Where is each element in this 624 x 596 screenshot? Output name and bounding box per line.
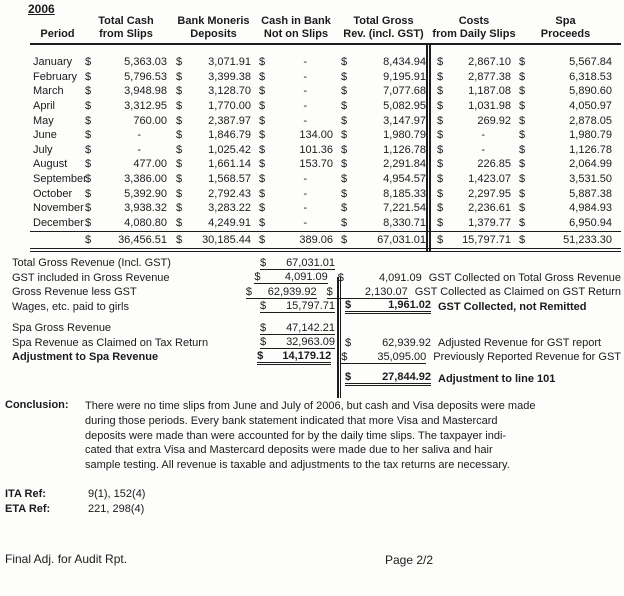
dollar-sign: $ (259, 85, 266, 98)
dollar-sign: $ (437, 114, 444, 127)
table-row (30, 172, 621, 187)
dollar-sign: $ (176, 216, 183, 229)
total-cash-slips: $ 36,456.51 (85, 234, 167, 247)
cash-slips-cell: $ 3,948.98 (85, 85, 167, 98)
dollar-sign: $ (437, 129, 444, 142)
table-row (30, 186, 621, 201)
dollar-sign: $ (519, 114, 526, 127)
dollar-sign: $ (341, 202, 348, 215)
table-row (30, 99, 621, 114)
dollar-sign: $ (85, 70, 92, 83)
bank-moneris-cell: $ 4,249.91 (176, 216, 251, 229)
dollar-sign: $ (85, 100, 92, 113)
summary-row: Gross Revenue less GST $ 62,939.92 $ 2,130.07 GST Collected as Claimed on GST Return (12, 285, 621, 299)
cash-in-bank-cell: $ - (259, 85, 307, 98)
costs-cell: $ 269.92 (437, 114, 511, 127)
costs-cell: $ 1,379.77 (437, 216, 511, 229)
dollar-sign: $ (519, 100, 526, 113)
dollar-sign: $ (259, 187, 266, 200)
dollar-sign: $ (259, 173, 266, 186)
cash-slips-cell: $ 3,386.00 (85, 173, 167, 186)
summary-row: Total Gross Revenue (Incl. GST) $ 67,031.01 (12, 256, 335, 270)
total-gross-cell: $ 7,077.68 (341, 85, 426, 98)
dollar-sign: $ (85, 234, 92, 247)
amount-cell: $ 27,844.92 (345, 371, 431, 386)
dollar-sign: $ (519, 56, 526, 69)
header-total-gross-rev: Total Gross Rev. (incl. GST) (343, 15, 424, 40)
dollar-sign: $ (341, 187, 348, 200)
dollar-sign: $ (519, 202, 526, 215)
summary-row: Adjustment to Spa Revenue $ 14,179.12 $ 35,095.00 Previously Reported Revenue for GST (12, 349, 621, 364)
dollar-sign: $ (437, 234, 444, 247)
spa-proceeds-cell: $ 4,050.97 (519, 100, 612, 113)
period-cell: January (33, 56, 73, 69)
cash-in-bank-cell: $ 101.36 (259, 143, 333, 156)
summary-row: GST included in Gross Revenue $ 4,091.09 $ 4,091.09 GST Collected on Total Gross Revenue (12, 271, 621, 284)
amount-cell: $ 35,095.00 (341, 350, 427, 363)
spa-proceeds-cell: $ 5,890.60 (519, 85, 612, 98)
bank-moneris-cell: $ 1,846.79 (176, 129, 251, 142)
spa-proceeds-cell: $ 1,126.78 (519, 143, 612, 156)
dollar-sign: $ (519, 187, 526, 200)
table-total-row (30, 231, 621, 252)
column-divider-line (426, 45, 431, 252)
cash-in-bank-cell: $ 153.70 (259, 158, 333, 171)
footer-note: Final Adj. for Audit Rpt. (5, 552, 128, 566)
costs-cell: $ 2,297.95 (437, 187, 511, 200)
total-gross-cell: $ 5,082.95 (341, 100, 426, 113)
spa-proceeds-cell: $ 1,980.79 (519, 129, 612, 142)
summary-row: Wages, etc. paid to girls $ 15,797.71 $ 1,961.02 GST Collected, not Remitted (12, 299, 587, 313)
cash-in-bank-cell: $ - (259, 100, 307, 113)
page-number: Page 2/2 (385, 553, 434, 567)
dollar-sign: $ (437, 85, 444, 98)
dollar-sign: $ (519, 129, 526, 142)
cash-slips-cell: $ 477.00 (85, 158, 167, 171)
dollar-sign: $ (85, 202, 92, 215)
dollar-sign: $ (437, 216, 444, 229)
header-spa-proceeds: Spa Proceeds (540, 15, 591, 40)
dollar-sign: $ (519, 173, 526, 186)
bank-moneris-cell: $ 1,025.42 (176, 143, 251, 156)
dollar-sign: $ (176, 158, 183, 171)
eta-ref-row: ETA Ref: 221, 298(4) (5, 502, 145, 515)
dollar-sign: $ (326, 285, 333, 298)
amount-cell: $ 62,939.92 (345, 336, 431, 349)
dollar-sign: $ (437, 143, 444, 156)
table-row (30, 128, 621, 143)
dollar-sign: $ (176, 202, 183, 215)
total-bank-moneris: $ 30,185.44 (176, 234, 251, 247)
dollar-sign: $ (341, 234, 348, 247)
costs-cell: $ 226.85 (437, 158, 511, 171)
cash-slips-cell: $ - (85, 143, 141, 156)
costs-cell: $ 2,867.10 (437, 56, 511, 69)
dollar-sign: $ (519, 70, 526, 83)
dollar-sign: $ (341, 158, 348, 171)
cash-in-bank-cell: $ - (259, 114, 307, 127)
header-cash-in-bank: Cash in Bank Not on Slips (261, 15, 331, 40)
dollar-sign: $ (176, 114, 183, 127)
period-cell: March (33, 85, 64, 98)
cash-slips-cell: $ 4,080.80 (85, 216, 167, 229)
summary-section (5, 256, 621, 386)
amount-cell: $ 4,091.09 (254, 271, 328, 284)
dollar-sign: $ (519, 234, 526, 247)
table-row (30, 216, 621, 231)
table-row (30, 70, 621, 85)
header-bank-moneris: Bank Moneris Deposits (177, 15, 250, 40)
total-gross-cell: $ 1,980.79 (341, 129, 426, 142)
spacer (5, 365, 621, 372)
amount-cell: $ 1,961.02 (345, 299, 431, 314)
table-row (30, 201, 621, 216)
amount-cell: $ 62,939.92 (245, 285, 317, 298)
costs-cell: $ - (437, 129, 485, 142)
dollar-sign: $ (437, 187, 444, 200)
dollar-sign: $ (519, 143, 526, 156)
header-total-cash: Total Cash from Slips (98, 15, 154, 40)
cash-in-bank-cell: $ - (259, 70, 307, 83)
dollar-sign: $ (260, 321, 267, 334)
dollar-sign: $ (85, 129, 92, 142)
total-cash-in-bank: $ 389.06 (259, 234, 333, 247)
dollar-sign: $ (176, 70, 183, 83)
spa-proceeds-cell: $ 4,984.93 (519, 202, 612, 215)
dollar-sign: $ (259, 234, 266, 247)
spa-proceeds-cell: $ 2,064.99 (519, 158, 612, 171)
costs-cell: $ 2,877.38 (437, 70, 511, 83)
header-period: Period (40, 28, 75, 40)
dollar-sign: $ (85, 85, 92, 98)
dollar-sign: $ (341, 114, 348, 127)
bank-moneris-cell: $ 1,661.14 (176, 158, 251, 171)
total-gross-cell: $ 8,434.94 (341, 56, 426, 69)
dollar-sign: $ (519, 216, 526, 229)
costs-cell: $ 2,236.61 (437, 202, 511, 215)
table-header-row (30, 15, 621, 45)
amount-cell: $ 47,142.21 (260, 321, 335, 334)
dollar-sign: $ (259, 56, 266, 69)
bank-moneris-cell: $ 1,770.00 (176, 100, 251, 113)
cash-slips-cell: $ - (85, 129, 141, 142)
header-costs: Costs from Daily Slips (432, 15, 516, 40)
cash-in-bank-cell: $ - (259, 173, 307, 186)
dollar-sign: $ (341, 350, 348, 363)
dollar-sign: $ (259, 158, 266, 171)
cash-in-bank-cell: $ - (259, 202, 307, 215)
conclusion-section (5, 399, 585, 473)
period-cell: April (33, 100, 56, 113)
period-cell: October (33, 187, 73, 200)
cash-slips-cell: $ 760.00 (85, 114, 167, 127)
dollar-sign: $ (437, 70, 444, 83)
table-body (30, 45, 621, 230)
dollar-sign: $ (341, 56, 348, 69)
dollar-sign: $ (519, 158, 526, 171)
table-row (30, 157, 621, 172)
dollar-sign: $ (341, 216, 348, 229)
bank-moneris-cell: $ 1,568.57 (176, 173, 251, 186)
costs-cell: $ - (437, 143, 485, 156)
statute-references (5, 486, 145, 516)
dollar-sign: $ (341, 143, 348, 156)
cash-in-bank-cell: $ - (259, 216, 307, 229)
dollar-sign: $ (337, 271, 344, 284)
cash-slips-cell: $ 5,392.90 (85, 187, 167, 200)
summary-row: Spa Revenue as Claimed on Tax Return $ 32,963.09 $ 62,939.92 Adjusted Revenue for GST report (12, 336, 602, 349)
amount-cell: $ 15,797.71 (260, 300, 335, 313)
page-title: 2006 (28, 2, 55, 16)
dollar-sign: $ (341, 100, 348, 113)
bank-moneris-cell: $ 3,128.70 (176, 85, 251, 98)
spa-proceeds-cell: $ 5,567.84 (519, 56, 612, 69)
total-gross-cell: $ 8,185.33 (341, 187, 426, 200)
dollar-sign: $ (176, 173, 183, 186)
bank-moneris-cell: $ 3,399.38 (176, 70, 251, 83)
costs-cell: $ 1,187.08 (437, 85, 511, 98)
dollar-sign: $ (85, 143, 92, 156)
dollar-sign: $ (345, 299, 352, 312)
amount-cell: $ 14,179.12 (257, 350, 331, 365)
spa-proceeds-cell: $ 5,887.38 (519, 187, 612, 200)
spa-proceeds-cell: $ 2,878.05 (519, 114, 612, 127)
dollar-sign: $ (176, 85, 183, 98)
dollar-sign: $ (259, 100, 266, 113)
costs-cell: $ 1,423.07 (437, 173, 511, 186)
total-spa-proceeds: $ 51,233.30 (519, 234, 612, 247)
period-cell: September (33, 173, 87, 186)
period-cell: May (33, 114, 54, 127)
spa-proceeds-cell: $ 3,531.50 (519, 173, 612, 186)
dollar-sign: $ (85, 173, 92, 186)
dollar-sign: $ (176, 100, 183, 113)
dollar-sign: $ (259, 70, 266, 83)
dollar-sign: $ (260, 256, 267, 269)
ita-ref-row: ITA Ref: 9(1), 152(4) (5, 487, 146, 500)
conclusion-label: Conclusion: (5, 399, 69, 411)
total-gross-cell: $ 3,147.97 (341, 114, 426, 127)
dollar-sign: $ (519, 85, 526, 98)
dollar-sign: $ (259, 114, 266, 127)
dollar-sign: $ (259, 129, 266, 142)
dollar-sign: $ (85, 56, 92, 69)
table-row (30, 84, 621, 99)
period-cell: December (33, 216, 84, 229)
dollar-sign: $ (345, 371, 352, 384)
amount-cell: $ 32,963.09 (260, 336, 335, 349)
dollar-sign: $ (85, 158, 92, 171)
dollar-sign: $ (259, 202, 266, 215)
table-row (30, 143, 621, 158)
dollar-sign: $ (437, 173, 444, 186)
costs-cell: $ 1,031.98 (437, 100, 511, 113)
spa-proceeds-cell: $ 6,950.94 (519, 216, 612, 229)
amount-cell: $ 2,130.07 (326, 285, 408, 298)
total-gross-cell: $ 9,195.91 (341, 70, 426, 83)
conclusion-text: There were no time slips from June and July of 2006, but cash and Visa deposits were made during those periods. Every bank statement indicated that more Visa and Mastercard deposits were made than were accounted for by the daily time slips. The taxpayer indi- cated that extra Visa and Mastercard deposits were made due to her saliva and hair sample testing. All revenue is taxable and adjustments to the tax returns are necessary. (85, 400, 536, 472)
dollar-sign: $ (85, 187, 92, 200)
bank-moneris-cell: $ 3,283.22 (176, 202, 251, 215)
dollar-sign: $ (341, 85, 348, 98)
dollar-sign: $ (245, 285, 253, 298)
bank-moneris-cell: $ 2,387.97 (176, 114, 251, 127)
total-costs: $ 15,797.71 (437, 234, 511, 247)
dollar-sign: $ (176, 187, 183, 200)
dollar-sign: $ (341, 70, 348, 83)
monthly-table (30, 15, 621, 252)
bank-moneris-cell: $ 3,071.91 (176, 56, 251, 69)
period-cell: November (33, 202, 84, 215)
summary-row: $ 27,844.92 Adjustment to line 101 (345, 371, 556, 385)
dollar-sign: $ (257, 349, 264, 362)
total-gross-cell: $ 4,954.57 (341, 173, 426, 186)
period-cell: August (33, 158, 68, 171)
period-cell: June (33, 129, 57, 142)
dollar-sign: $ (85, 216, 92, 229)
dollar-sign: $ (437, 56, 444, 69)
cash-in-bank-cell: $ - (259, 187, 307, 200)
dollar-sign: $ (259, 216, 266, 229)
spa-proceeds-cell: $ 6,318.53 (519, 70, 612, 83)
spacer (5, 314, 621, 321)
dollar-sign: $ (260, 336, 267, 349)
cash-in-bank-cell: $ - (259, 56, 307, 69)
dollar-sign: $ (437, 158, 444, 171)
bank-moneris-cell: $ 2,792.43 (176, 187, 251, 200)
summary-row: Spa Gross Revenue $ 47,142.21 (12, 321, 335, 335)
dollar-sign: $ (341, 173, 348, 186)
dollar-sign: $ (176, 129, 183, 142)
dollar-sign: $ (176, 56, 183, 69)
total-gross-cell: $ 8,330.71 (341, 216, 426, 229)
total-gross-cell: $ 2,291.84 (341, 158, 426, 171)
dollar-sign: $ (85, 114, 92, 127)
table-row (30, 113, 621, 128)
dollar-sign: $ (254, 271, 261, 284)
total-gross-cell: $ 7,221.54 (341, 202, 426, 215)
amount-cell: $ 67,031.01 (260, 256, 335, 269)
dollar-sign: $ (345, 336, 352, 349)
period-cell: February (33, 70, 78, 83)
cash-slips-cell: $ 3,938.32 (85, 202, 167, 215)
table-row (30, 55, 621, 70)
dollar-sign: $ (437, 202, 444, 215)
cash-slips-cell: $ 5,796.53 (85, 70, 167, 83)
dollar-sign: $ (341, 129, 348, 142)
cash-slips-cell: $ 3,312.95 (85, 100, 167, 113)
amount-cell: $ 4,091.09 (337, 271, 422, 284)
dollar-sign: $ (260, 300, 267, 313)
dollar-sign: $ (176, 143, 183, 156)
dollar-sign: $ (259, 143, 266, 156)
dollar-sign: $ (176, 234, 183, 247)
dollar-sign: $ (437, 100, 444, 113)
total-gross-cell: $ 1,126.78 (341, 143, 426, 156)
total-gross-rev: $ 67,031.01 (341, 234, 426, 247)
cash-slips-cell: $ 5,363.03 (85, 56, 167, 69)
period-cell: July (33, 143, 53, 156)
cash-in-bank-cell: $ 134.00 (259, 129, 333, 142)
